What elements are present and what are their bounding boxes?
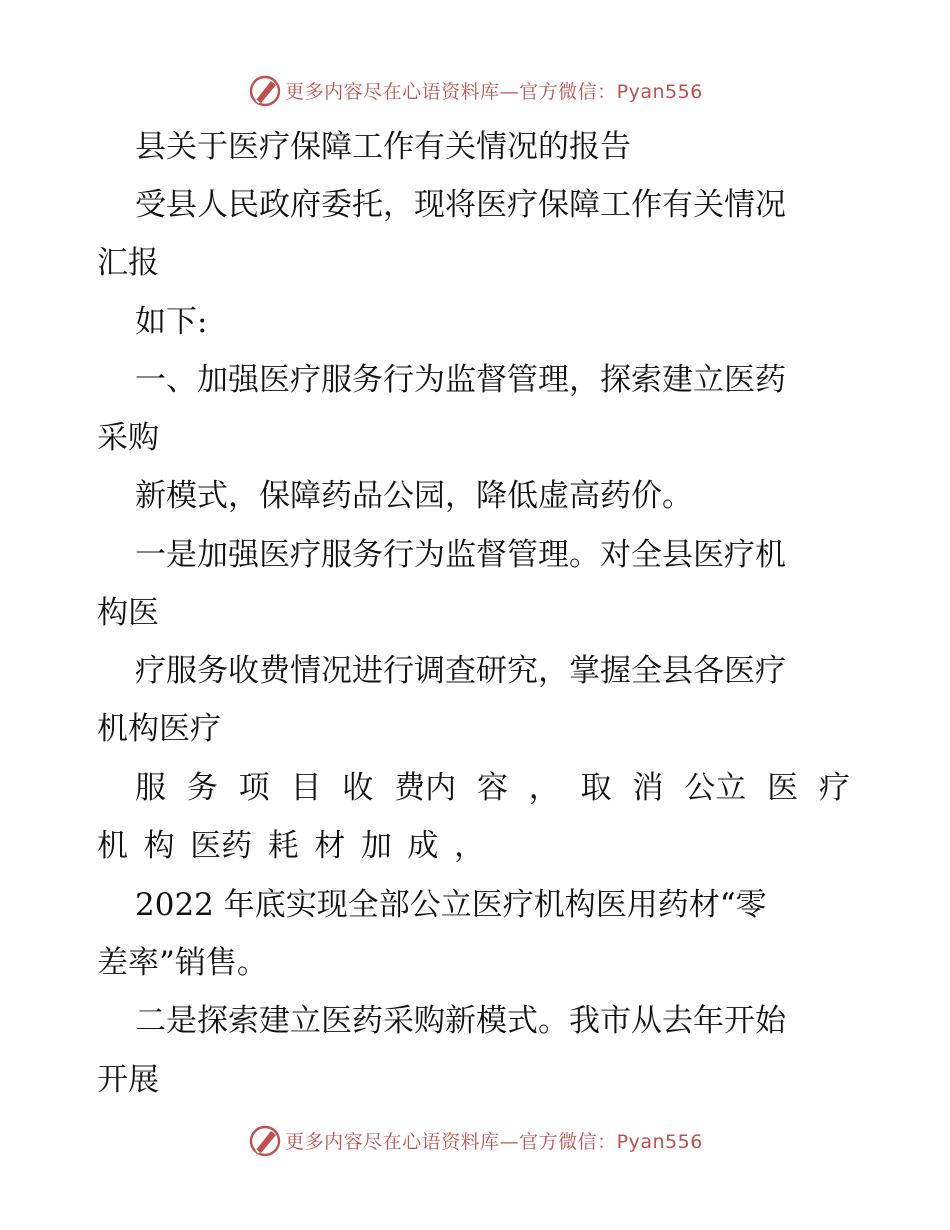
text-line: 机构医疗	[97, 711, 221, 747]
watermark-contact: Pyan556	[616, 80, 703, 103]
text-line: 汇报	[97, 245, 159, 281]
document-title: 县关于医疗保障工作有关情况的报告	[135, 129, 631, 165]
text-segment: 机	[97, 828, 128, 864]
text-segment: 耗	[267, 828, 299, 864]
text-line: 采购	[97, 420, 159, 456]
text-segment: 务	[186, 770, 218, 806]
text-line: 受县人民政府委托，现将医疗保障工作有关情况	[135, 187, 786, 223]
text-line: 开展	[97, 1062, 159, 1098]
text-segment: 材	[314, 828, 346, 864]
text-segment: 消	[632, 770, 664, 806]
text-segment: 目	[290, 770, 322, 806]
text-segment: 加	[360, 828, 392, 864]
text-segment: 项	[238, 770, 270, 806]
text-segment: 取	[580, 770, 612, 806]
text-line: 二是探索建立医药采购新模式。我市从去年开始	[135, 1003, 786, 1039]
text-line: 一是加强医疗服务行为监督管理。对全县医疗机	[135, 537, 786, 573]
justified-line	[0, 768, 950, 808]
text-line: 2022 年底实现全部公立医疗机构医用药材“零	[135, 887, 767, 923]
text-segment: 费内	[394, 770, 457, 806]
text-segment: 成	[407, 828, 439, 864]
pen-logo-icon	[247, 1122, 283, 1158]
watermark-contact: Pyan556	[616, 1130, 703, 1153]
text-line: 疗服务收费情况进行调查研究，掌握全县各医疗	[135, 653, 786, 689]
watermark-banner-bottom	[0, 1120, 950, 1160]
watermark-text: 更多内容尽在心语资料库—官方微信：Pyan556	[285, 80, 703, 103]
text-segment: 疗	[818, 770, 850, 806]
text-line: 差率”销售。	[97, 945, 268, 981]
text-segment: 收	[342, 770, 374, 806]
text-segment: ，	[528, 770, 560, 806]
text-segment: 构	[143, 828, 175, 864]
text-segment: 医	[767, 770, 799, 806]
text-line: 新模式，保障药品公园，降低虚高药价。	[135, 478, 693, 514]
text-line: 构医	[97, 595, 159, 631]
text-line: 如下:	[135, 304, 208, 340]
section-heading: 一、加强医疗服务行为监督管理，探索建立医药	[135, 362, 786, 398]
text-segment: 医药	[190, 828, 253, 864]
justified-line	[0, 826, 950, 866]
pen-logo-icon	[247, 72, 283, 108]
watermark-banner-top	[0, 70, 950, 110]
watermark-text: 更多内容尽在心语资料库—官方微信：Pyan556	[285, 1130, 703, 1153]
text-segment: ，	[453, 828, 485, 864]
text-segment: 公立	[684, 770, 747, 806]
text-segment: 容	[476, 770, 508, 806]
text-segment: 服	[135, 770, 166, 806]
